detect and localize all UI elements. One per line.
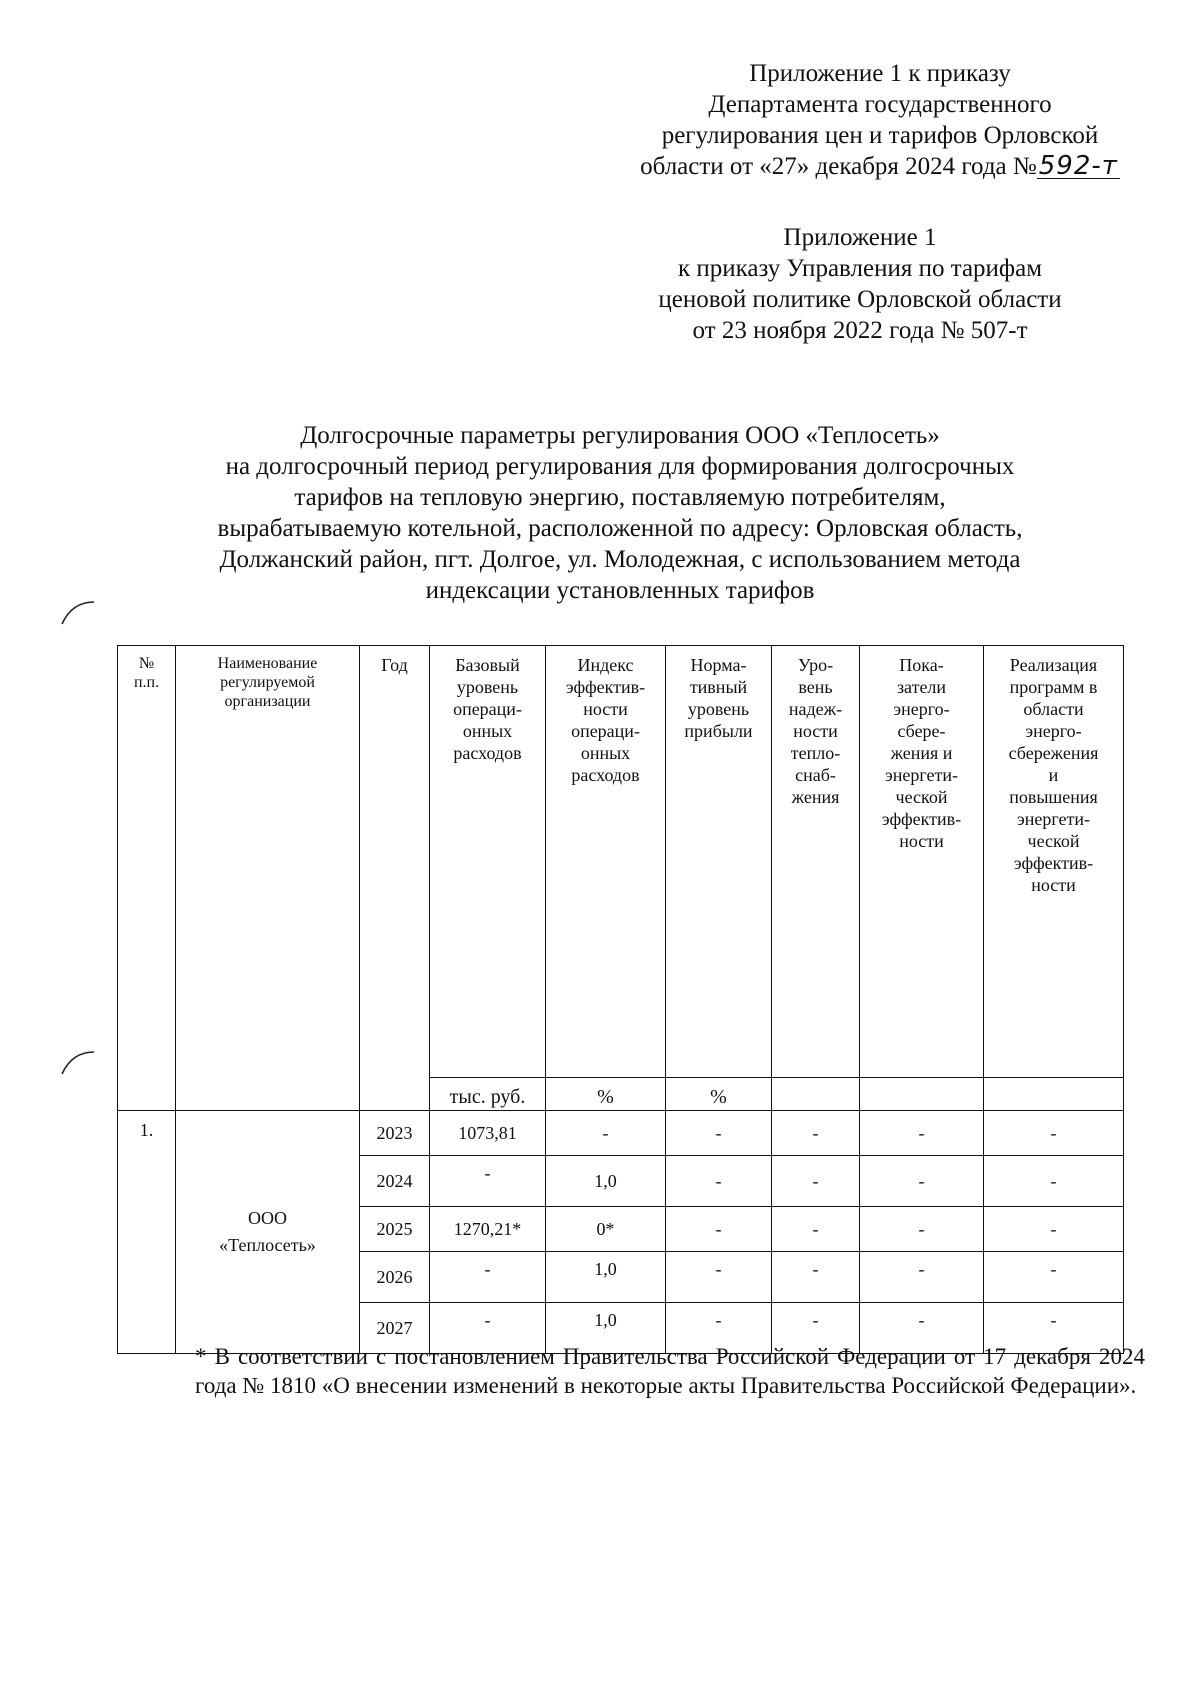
header-text: вень [798,677,833,697]
header-text: Уро- [797,655,834,675]
cell-programs: - [984,1111,1124,1156]
header-text: снаб- [795,765,836,785]
title-line: индексации установленных тарифов [425,577,815,604]
cell-energy: - [860,1111,984,1156]
header-text: программ в [1009,677,1098,697]
cell-energy: - [860,1207,984,1252]
annex-current-header [600,58,1160,182]
cell-year: 2025 [360,1207,430,1252]
header-text: области [1023,699,1084,719]
header-text: Норма- [690,655,747,675]
header-text: эффектив- [565,677,646,697]
header-text: жения и [890,743,953,763]
cell-programs: - [984,1156,1124,1207]
cell-year: 2027 [360,1303,430,1354]
cell-profit: - [666,1207,772,1252]
cell-index: 1,0 [546,1252,666,1303]
header-text: организации [224,693,311,710]
header-text: ности [1031,875,1076,895]
cell-profit: - [666,1252,772,1303]
header-text: жения [791,787,840,807]
cell-energy: - [860,1303,984,1354]
cell-year: 2026 [360,1252,430,1303]
order-number-handwritten: 592-т [1038,151,1118,181]
cell-programs: - [984,1207,1124,1252]
annex-current-line: Департамента государственного [708,91,1052,118]
footnote: * В соответствии с постановлением Правительства Российской Федерации от 17 декабря 2024 года № 1810 «О внесении изменений в некоторые акты Правительства Российской Федерации». [195,1344,1145,1398]
annex-current-line: Приложение 1 к приказу [749,60,1011,87]
header-text: Реализация [1009,655,1098,675]
header-text: ности [583,699,628,719]
cell-energy: - [860,1156,984,1207]
header-text: уровень [456,677,519,697]
cell-index: 0* [546,1207,666,1252]
unit-base: тыс. руб. [430,1078,546,1111]
header-text: ности [793,721,838,741]
cell-profit: - [666,1111,772,1156]
annex-current-date: области от «27» декабря 2024 года № [640,153,1037,180]
cell-energy: - [860,1252,984,1303]
header-text: операци- [571,721,640,741]
cell-programs: - [984,1303,1124,1354]
header-text: энергети- [885,765,958,785]
header-text: № [138,655,155,672]
row-number: 1. [118,1111,176,1354]
cell-base: - [430,1303,546,1354]
header-text: онных [580,743,631,763]
header-text: онных [462,721,513,741]
header-text: Пока- [899,655,944,675]
cell-index: - [546,1111,666,1156]
header-text: энерго- [1025,721,1082,741]
header-text: сбере- [897,721,946,741]
cell-reliability: - [772,1252,860,1303]
unit-empty [860,1078,984,1111]
annex-original-line: Приложение 1 [783,224,937,251]
table-header-row [118,646,1124,1078]
header-text: ческой [895,787,948,807]
title-line: вырабатываемую котельной, расположенной по адресу: Орловская область, [217,515,1023,542]
organization-name [176,1111,360,1354]
cell-reliability: - [772,1156,860,1207]
cell-reliability: - [772,1207,860,1252]
header-year [360,646,430,1111]
header-efficiency-index [546,646,666,1078]
header-organization [176,646,360,1111]
header-text: п.п. [133,674,160,691]
header-programs [984,646,1124,1078]
header-text: прибыли [684,721,753,741]
parameters-table [117,645,1124,1354]
organization-line: ООО [248,1208,287,1228]
cell-programs: - [984,1252,1124,1303]
table-row [118,1111,1124,1156]
header-text: сбережения [1008,743,1099,763]
title-line: тарифов на тепловую энергию, поставляемую потребителям, [294,484,946,511]
cell-year: 2023 [360,1111,430,1156]
header-text: Базовый [455,655,520,675]
header-text: и [1048,765,1059,785]
title-line: Долгосрочные параметры регулирования ООО «Теплосеть» [300,422,940,449]
cell-index: 1,0 [546,1303,666,1354]
header-text: энергети- [1017,809,1090,829]
header-text: повышения [1009,787,1098,807]
header-text: Индекс [577,655,634,675]
unit-empty [772,1078,860,1111]
binder-hole-mark [58,598,98,628]
cell-profit: - [666,1303,772,1354]
header-text: операци- [453,699,522,719]
header-text: надеж- [788,699,843,719]
header-text: тивный [689,677,748,697]
header-energy-saving [860,646,984,1078]
header-text: регулируемой [220,674,315,691]
annex-original-header [620,222,1100,346]
unit-profit: % [666,1078,772,1111]
header-num [118,646,176,1111]
annex-current-line: регулирования цен и тарифов Орловской [661,122,1099,149]
header-text: расходов [453,743,522,763]
header-base-level [430,646,546,1078]
header-text: тепло- [790,743,841,763]
header-text: Год [381,655,408,675]
header-text: уровень [687,699,750,719]
cell-reliability: - [772,1303,860,1354]
header-text: эффектив- [881,809,962,829]
header-text: эффектив- [1013,853,1094,873]
cell-year: 2024 [360,1156,430,1207]
annex-current-date-line [600,151,1160,182]
title-line: Должанский район, пгт. Долгое, ул. Молодежная, с использованием метода [219,546,1021,573]
cell-base: 1073,81 [430,1111,546,1156]
cell-reliability: - [772,1111,860,1156]
annex-original-line: к приказу Управления по тарифам [677,255,1043,282]
header-reliability [772,646,860,1078]
annex-original-line: от 23 ноября 2022 года № 507-т [692,317,1028,344]
header-text: затели [896,677,947,697]
header-text: ности [899,831,944,851]
header-text: расходов [571,765,640,785]
document-title [170,420,1070,606]
annex-original-line: ценовой политике Орловской области [658,286,1062,313]
header-profit-level [666,646,772,1078]
header-text: Наименование [217,655,318,672]
unit-index: % [546,1078,666,1111]
organization-line: «Теплосеть» [219,1235,316,1255]
header-text: ческой [1027,831,1080,851]
cell-index: 1,0 [546,1156,666,1207]
cell-base: - [430,1156,546,1207]
binder-hole-mark [58,1048,98,1078]
unit-empty [984,1078,1124,1111]
header-text: энерго- [893,699,950,719]
cell-profit: - [666,1156,772,1207]
title-line: на долгосрочный период регулирования для формирования долгосрочных [225,453,1015,480]
cell-base: - [430,1252,546,1303]
cell-base: 1270,21* [430,1207,546,1252]
